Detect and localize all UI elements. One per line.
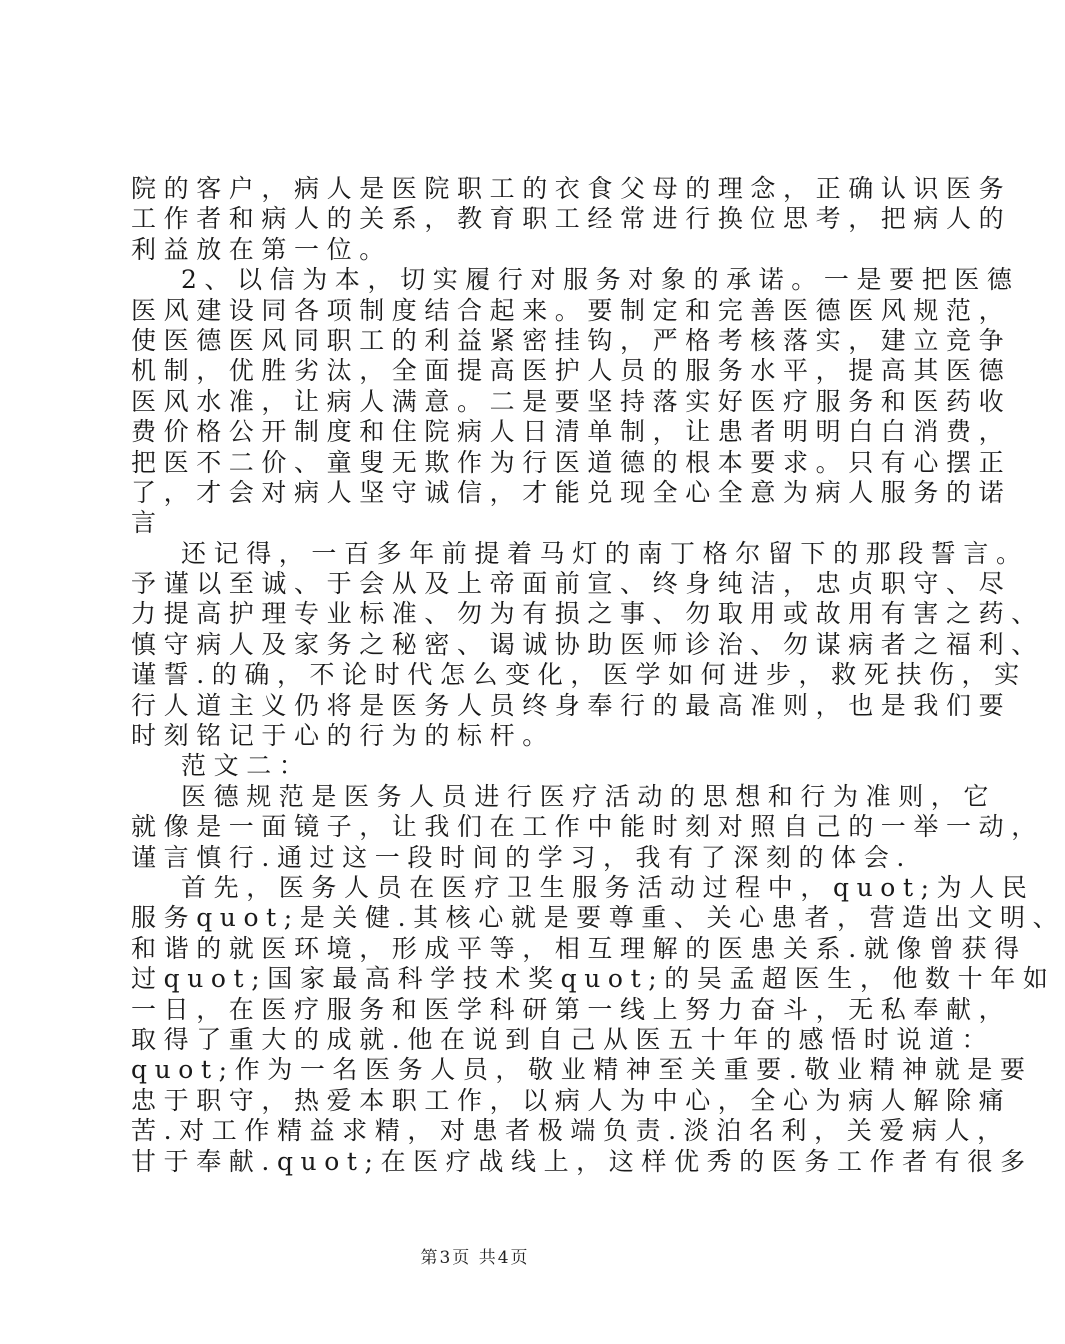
text-line: 医风水准，让病人满意。二是要坚持落实好医疗服务和医药收 <box>131 386 1012 416</box>
text-line: 医德规范是医务人员进行医疗活动的思想和行为准则，它 <box>181 781 997 811</box>
text-line: 把医不二价、童叟无欺作为行医道德的根本要求。只有心摆正 <box>131 447 1012 477</box>
text-line: 行人道主义仍将是医务人员终身奉行的最高准则，也是我们要 <box>131 690 1012 720</box>
text-line: 医风建设同各项制度结合起来。要制定和完善医德医风规范， <box>131 295 1012 325</box>
text-line: 院的客户，病人是医院职工的衣食父母的理念，正确认识医务 <box>131 174 1012 203</box>
text-line: 利益放在第一位。 <box>131 234 392 264</box>
text-line: 就像是一面镜子，让我们在工作中能时刻对照自己的一举一动， <box>131 812 1044 842</box>
text-line: 取得了重大的成就.他在说到自己从医五十年的感悟时说道： <box>131 1024 995 1054</box>
text-line: 予谨以至诚、于会从及上帝面前宣、终身纯洁，忠贞职守、尽 <box>131 569 1012 599</box>
text-line: 谨言慎行.通过这一段时间的学习，我有了深刻的体会. <box>131 842 912 872</box>
text-line: 慎守病人及家务之秘密、谒诚协助医师诊治、勿谋病者之福利、 <box>131 629 1044 659</box>
document-body <box>131 174 1065 1177</box>
text-line: 首先，医务人员在医疗卫生服务活动过程中，quot;为人民 <box>181 872 1035 902</box>
text-line: 费价格公开制度和住院病人日清单制，让患者明明白白消费， <box>131 417 1012 447</box>
text-line: 服务quot;是关健.其核心就是要尊重、关心患者，营造出文明、 <box>131 903 1065 933</box>
text-line: 机制，优胜劣汰，全面提高医护人员的服务水平，提高其医德 <box>131 356 1012 386</box>
text-line: 力提高护理专业标准、勿为有损之事、勿取用或故用有害之药、 <box>131 599 1044 629</box>
text-line: 甘于奉献.quot;在医疗战线上，这样优秀的医务工作者有很多 <box>131 1146 1033 1176</box>
text-line: 一日，在医疗服务和医学科研第一线上努力奋斗，无私奉献， <box>131 994 1012 1024</box>
text-line: 和谐的就医环境，形成平等，相互理解的医患关系.就像曾获得 <box>131 933 1027 963</box>
text-line: 还记得，一百多年前提着马灯的南丁格尔留下的那段誓言。 <box>181 538 1029 568</box>
page-footer: 第3页 共4页 <box>420 1248 530 1268</box>
text-line: 工作者和病人的关系，教育职工经常进行换位思考，把病人的 <box>131 204 1012 234</box>
text-line: quot;作为一名医务人员，敬业精神至关重要.敬业精神就是要 <box>131 1055 1033 1085</box>
text-line: 谨誓.的确，不论时代怎么变化，医学如何进步，救死扶伤，实 <box>131 660 1027 690</box>
text-line: 2、以信为本，切实履行对服务对象的承诺。一是要把医德 <box>181 265 1020 295</box>
text-line: 言 <box>131 508 164 538</box>
text-line: 苦.对工作精益求精，对患者极端负责.淡泊名利，关爱病人， <box>131 1116 1010 1146</box>
text-line: 使医德医风同职工的利益紧密挂钩，严格考核落实，建立竞争 <box>131 325 1012 355</box>
text-line: 过quot;国家最高科学技术奖quot;的吴孟超医生，他数十年如 <box>131 964 1056 994</box>
text-line: 时刻铭记于心的行为的标杆。 <box>131 721 555 751</box>
text-line: 了，才会对病人坚守诚信，才能兑现全心全意为病人服务的诺 <box>131 477 1012 507</box>
text-line: 范文二： <box>181 751 312 781</box>
text-line: 忠于职守，热爱本职工作，以病人为中心，全心为病人解除痛 <box>131 1085 1012 1115</box>
